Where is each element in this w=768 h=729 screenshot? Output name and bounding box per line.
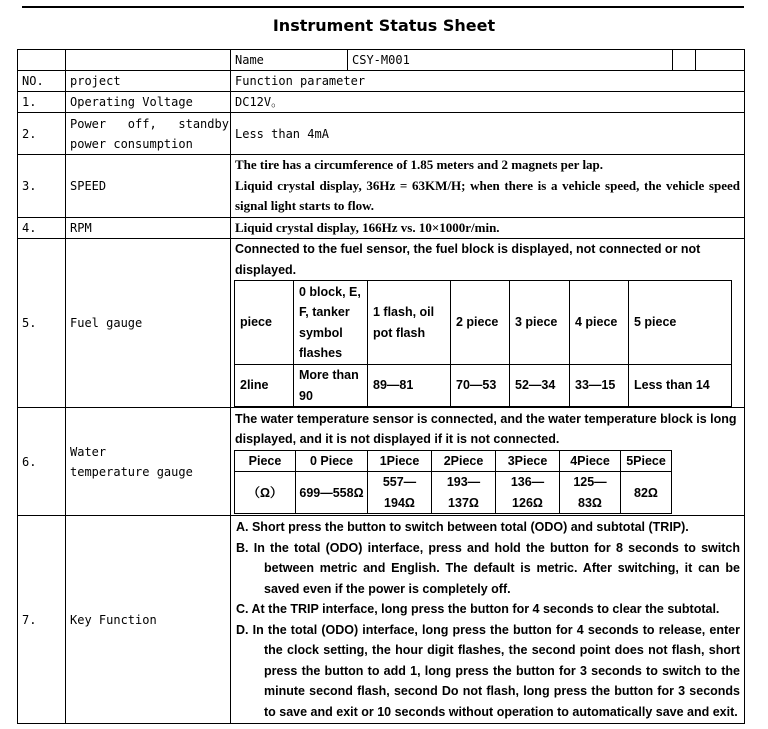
speed-line: Liquid crystal display, 36Hz = 63KM/H; when there is a vehicle speed, the vehicle speed signal light starts to flow. — [235, 177, 740, 213]
water-head-cell: Piece — [235, 450, 296, 472]
water-head-cell: 3Piece — [496, 450, 560, 472]
row-project: RPM — [66, 217, 231, 239]
blank-cell — [66, 50, 231, 71]
name-value: CSY-M001 — [348, 50, 673, 71]
fuel-value-cell: 70—53 — [451, 365, 510, 407]
row-value: DC12V。 — [231, 92, 745, 113]
key-item: A. Short press the button to switch between total (ODO) and subtotal (TRIP). — [236, 520, 689, 534]
row-project: SPEED — [66, 155, 231, 218]
top-rule — [22, 6, 744, 8]
project-line: Water — [70, 444, 107, 459]
fuel-value-cell: 33—15 — [570, 365, 629, 407]
fuel-value-cell: 89—81 — [368, 365, 451, 407]
blank-cell — [673, 50, 696, 71]
water-value-cell: 82Ω — [621, 472, 672, 514]
water-head-cell: 1Piece — [368, 450, 432, 472]
speed-line: The tire has a circumference of 1.85 meters and 2 magnets per lap. — [235, 157, 604, 172]
fuel-head-cell: 4 piece — [570, 281, 629, 365]
col-header-project: project — [66, 71, 231, 92]
row-project: Operating Voltage — [66, 92, 231, 113]
fuel-head-cell: 3 piece — [510, 281, 570, 365]
water-desc: The water temperature sensor is connected, and the water temperature block is long displayed, and it is not displayed if it is not connected. — [235, 411, 737, 447]
fuel-table — [234, 280, 732, 407]
key-item: D. In the total (ODO) interface, long press the button for 4 seconds to release, enter the clock setting, the hour digit flashes, the second point does not flash, short press the button to add 1, long press the button for 3 seconds to switch to the minute second flash, second Do not flash, long press the button for 3 seconds to save and exit or 10 seconds without operation to automatically save and exit. — [236, 622, 740, 719]
row-project: Fuel gauge — [66, 239, 231, 408]
col-header-param: Function parameter — [231, 71, 745, 92]
row-number: 4. — [18, 217, 66, 239]
water-value-cell: （Ω） — [235, 472, 296, 514]
fuel-head-cell: 1 flash, oil pot flash — [368, 281, 451, 365]
name-label: Name — [231, 50, 348, 71]
row-project — [66, 408, 231, 516]
water-head-cell: 0 Piece — [296, 450, 368, 472]
fuel-value-cell: 52—34 — [510, 365, 570, 407]
row-value: Liquid crystal display, 166Hz vs. 10×1000r/min. — [231, 217, 745, 239]
fuel-head-cell: 5 piece — [629, 281, 732, 365]
project-line: power consumption — [70, 136, 193, 151]
row-number: 1. — [18, 92, 66, 113]
row-value — [231, 155, 745, 218]
water-value-cell: 557—194Ω — [368, 472, 432, 514]
water-value-cell: 699—558Ω — [296, 472, 368, 514]
water-value-cell: 125—83Ω — [560, 472, 621, 514]
page-title: Instrument Status Sheet — [272, 16, 496, 35]
water-head-cell: 5Piece — [621, 450, 672, 472]
water-head-cell: 2Piece — [432, 450, 496, 472]
row-project: Key Function — [66, 516, 231, 724]
status-table — [17, 49, 745, 724]
fuel-value-cell: More than 90 — [294, 365, 368, 407]
water-head-cell: 4Piece — [560, 450, 621, 472]
row-number: 7. — [18, 516, 66, 724]
col-header-no: NO. — [18, 71, 66, 92]
key-item: B. In the total (ODO) interface, press and hold the button for 8 seconds to switch between metric and English. The default is metric. After switching, it can be saved even if the power is completely off. — [236, 540, 740, 596]
row-number: 6. — [18, 408, 66, 516]
fuel-head-cell: 2 piece — [451, 281, 510, 365]
water-value-cell: 136—126Ω — [496, 472, 560, 514]
fuel-desc: Connected to the fuel sensor, the fuel block is displayed, not connected or not displayed. — [235, 242, 701, 277]
project-line: temperature gauge — [70, 464, 193, 479]
fuel-head-cell: 0 block, E, F, tanker symbol flashes — [294, 281, 368, 365]
key-item: C. At the TRIP interface, long press the button for 4 seconds to clear the subtotal. — [236, 602, 720, 616]
row-value: Less than 4mA — [231, 113, 745, 155]
row-number: 5. — [18, 239, 66, 408]
key-function-list — [231, 516, 745, 724]
fuel-value-cell: 2line — [235, 365, 294, 407]
row-value — [231, 239, 745, 408]
fuel-head-cell: piece — [235, 281, 294, 365]
row-number: 3. — [18, 155, 66, 218]
row-value — [231, 408, 745, 516]
row-project — [66, 113, 231, 155]
water-value-cell: 193—137Ω — [432, 472, 496, 514]
project-line: Power off, standby — [70, 116, 229, 131]
row-number: 2. — [18, 113, 66, 155]
blank-cell — [696, 50, 745, 71]
blank-cell — [18, 50, 66, 71]
water-table — [234, 450, 672, 515]
fuel-value-cell: Less than 14 — [629, 365, 732, 407]
